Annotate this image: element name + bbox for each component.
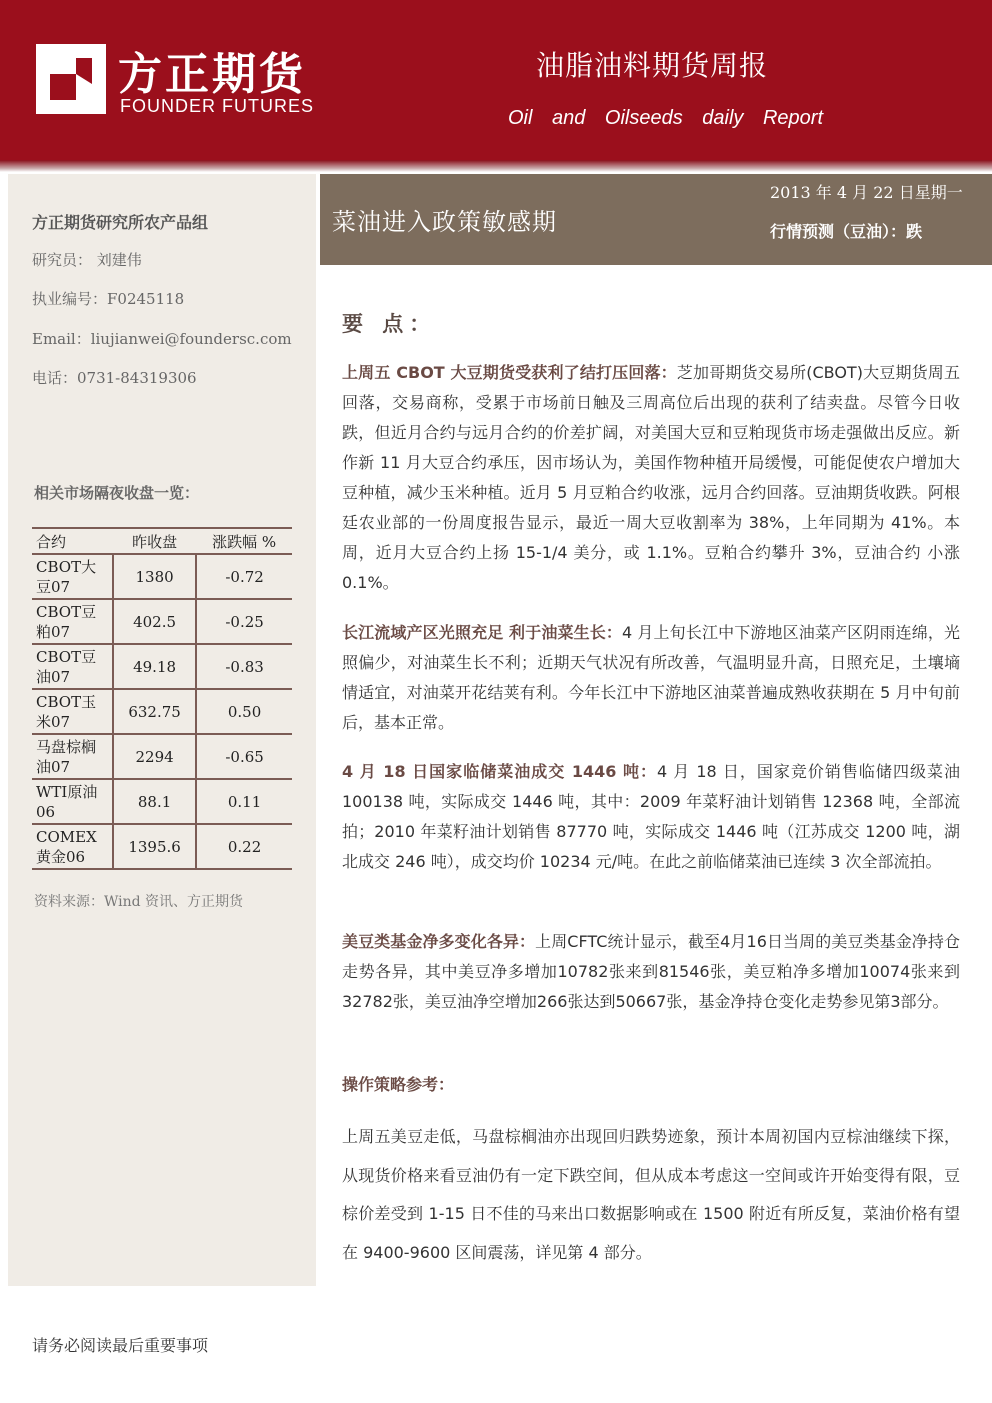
contract-cell: CBOT玉米07	[32, 689, 113, 734]
table-header-row	[32, 528, 292, 554]
change-cell: 0.22	[196, 824, 292, 869]
change-cell: 0.11	[196, 779, 292, 824]
key-points-heading: 要 点：	[342, 312, 437, 336]
paragraph-text: 上周CFTC统计显示，截至4月16日当周的美豆类基金净持仓走势各异，其中美豆净多增加10782张来到81546张，美豆粕净多增加10074张来到32782张，美豆油净空增加266张达到50667张，基金净持仓变化走势参见第3部分。	[342, 932, 960, 1011]
strategy-text: 上周五美豆走低，马盘棕榈油亦出现回归跌势迹象，预计本周初国内豆棕油继续下探，从现货价格来看豆油仍有一定下跌空间，但从成本考虑这一空间或许开始变得有限，豆棕价差受到 1-15 日不佳的马来出口数据影响或在 1500 附近有所反复，菜油价格有望在 9400-9600 区间震荡，详见第 4 部分。	[342, 1127, 960, 1262]
paragraph-lead: 上周五 CBOT 大豆期货受获利了结打压回落：	[342, 363, 677, 382]
column-header: 涨跌幅 %	[196, 528, 292, 554]
paragraph-text: 4 月上旬长江中下游地区油菜产区阴雨连绵，光照偏少，对油菜生长不利；近期天气状况有所改善，气温明显升高，日照充足，土壤墒情适宜，对油菜开花结荚有利。今年长江中下游地区油菜普遍成熟收获期在 5 月中旬前后，基本正常。	[342, 623, 960, 732]
close-cell: 402.5	[113, 599, 196, 644]
table-row	[32, 644, 292, 689]
table-row	[32, 689, 292, 734]
close-cell: 49.18	[113, 644, 196, 689]
contract-cell: WTI原油06	[32, 779, 113, 824]
contract-cell: CBOT大豆07	[32, 554, 113, 599]
close-cell: 1395.6	[113, 824, 196, 869]
change-cell: -0.72	[196, 554, 292, 599]
headline-title: 菜油进入政策敏感期	[332, 208, 557, 236]
market-table	[32, 527, 292, 870]
contract-cell: COMEX黄金06	[32, 824, 113, 869]
table-row	[32, 599, 292, 644]
column-header: 昨收盘	[113, 528, 196, 554]
paragraph-lead: 长江流域产区光照充足 利于油菜生长：	[342, 623, 623, 642]
paragraph-yangtze	[342, 618, 960, 738]
paragraph-lead: 4 月 18 日国家临储菜油成交 1446 吨：	[342, 762, 657, 781]
contract-cell: 马盘棕榈油07	[32, 734, 113, 779]
close-cell: 632.75	[113, 689, 196, 734]
contract-cell: CBOT豆油07	[32, 644, 113, 689]
change-cell: 0.50	[196, 689, 292, 734]
paragraph-cftc	[342, 927, 960, 1017]
logo-text-en: FOUNDER FUTURES	[120, 96, 314, 116]
change-cell: -0.65	[196, 734, 292, 779]
change-cell: -0.83	[196, 644, 292, 689]
market-forecast: 行情预测（豆油）：跌	[770, 222, 923, 241]
column-header: 合约	[32, 528, 113, 554]
research-group: 方正期货研究所农产品组	[32, 213, 209, 232]
paragraph-lead: 美豆类基金净多变化各异：	[342, 932, 536, 951]
email[interactable]: Email：liujianwei@foundersc.com	[32, 330, 292, 348]
table-row	[32, 779, 292, 824]
phone: 电话：0731-84319306	[32, 369, 197, 387]
paragraph-text: 芝加哥期货交易所(CBOT)大豆期货周五回落，交易商称，受累于市场前日触及三周高位后出现的获利了结卖盘。尽管今日收跌，但近月合约与远月合约的价差扩阔，对美国大豆和豆粕现货市场走强做出反应。新作新 11 月大豆合约承压，因市场认为，美国作物种植开局缓慢，可能促使农户增加大豆种植，减少玉米种植。近月 5 月豆粕合约收涨，远月合约回落。豆油期货收跌。阿根廷农业部的一份周度报告显示，最近一周大豆收割率为 38%，上年同期为 41%。本周，近月大豆合约上扬 15-1/4 美分，或 1.1%。豆粕合约攀升 3%，豆油合约 小涨 0.1%。	[342, 363, 960, 592]
report-date: 2013 年 4 月 22 日星期一	[770, 183, 963, 202]
report-title: 油脂油料期货周报	[536, 49, 769, 82]
founder-logo-icon	[36, 44, 106, 114]
researcher-name: 研究员： 刘建伟	[32, 251, 142, 269]
paragraph-text: 4 月 18 日，国家竞价销售临储四级菜油 100138 吨，实际成交 1446 吨，其中：2009 年菜籽油计划销售 12368 吨，全部流拍；2010 年菜籽油计划销售 87770 吨，实际成交 1446 吨（江苏成交 1200 吨，湖北成交 246 吨），成交均价 10234 元/吨。在此之前临储菜油已连续 3 次全部流拍。	[342, 762, 960, 871]
table-row	[32, 554, 292, 599]
license-number: 执业编号：F0245118	[32, 290, 185, 308]
close-cell: 88.1	[113, 779, 196, 824]
paragraph-cbot	[342, 358, 960, 598]
table-row	[32, 824, 292, 869]
contract-cell: CBOT豆粕07	[32, 599, 113, 644]
paragraph-reserve	[342, 757, 960, 877]
header-divider	[0, 160, 992, 172]
market-table-title: 相关市场隔夜收盘一览：	[34, 484, 200, 502]
footer-note: 请务必阅读最后重要事项	[32, 1336, 209, 1355]
strategy-heading: 操作策略参考：	[342, 1075, 455, 1094]
table-row	[32, 734, 292, 779]
close-cell: 1380	[113, 554, 196, 599]
data-source: 资料来源：Wind 资讯、方正期货	[34, 894, 244, 910]
logo-text-cn: 方正期货	[118, 49, 306, 100]
report-subtitle: Oil and Oilseeds daily Report	[508, 107, 824, 129]
close-cell: 2294	[113, 734, 196, 779]
change-cell: -0.25	[196, 599, 292, 644]
